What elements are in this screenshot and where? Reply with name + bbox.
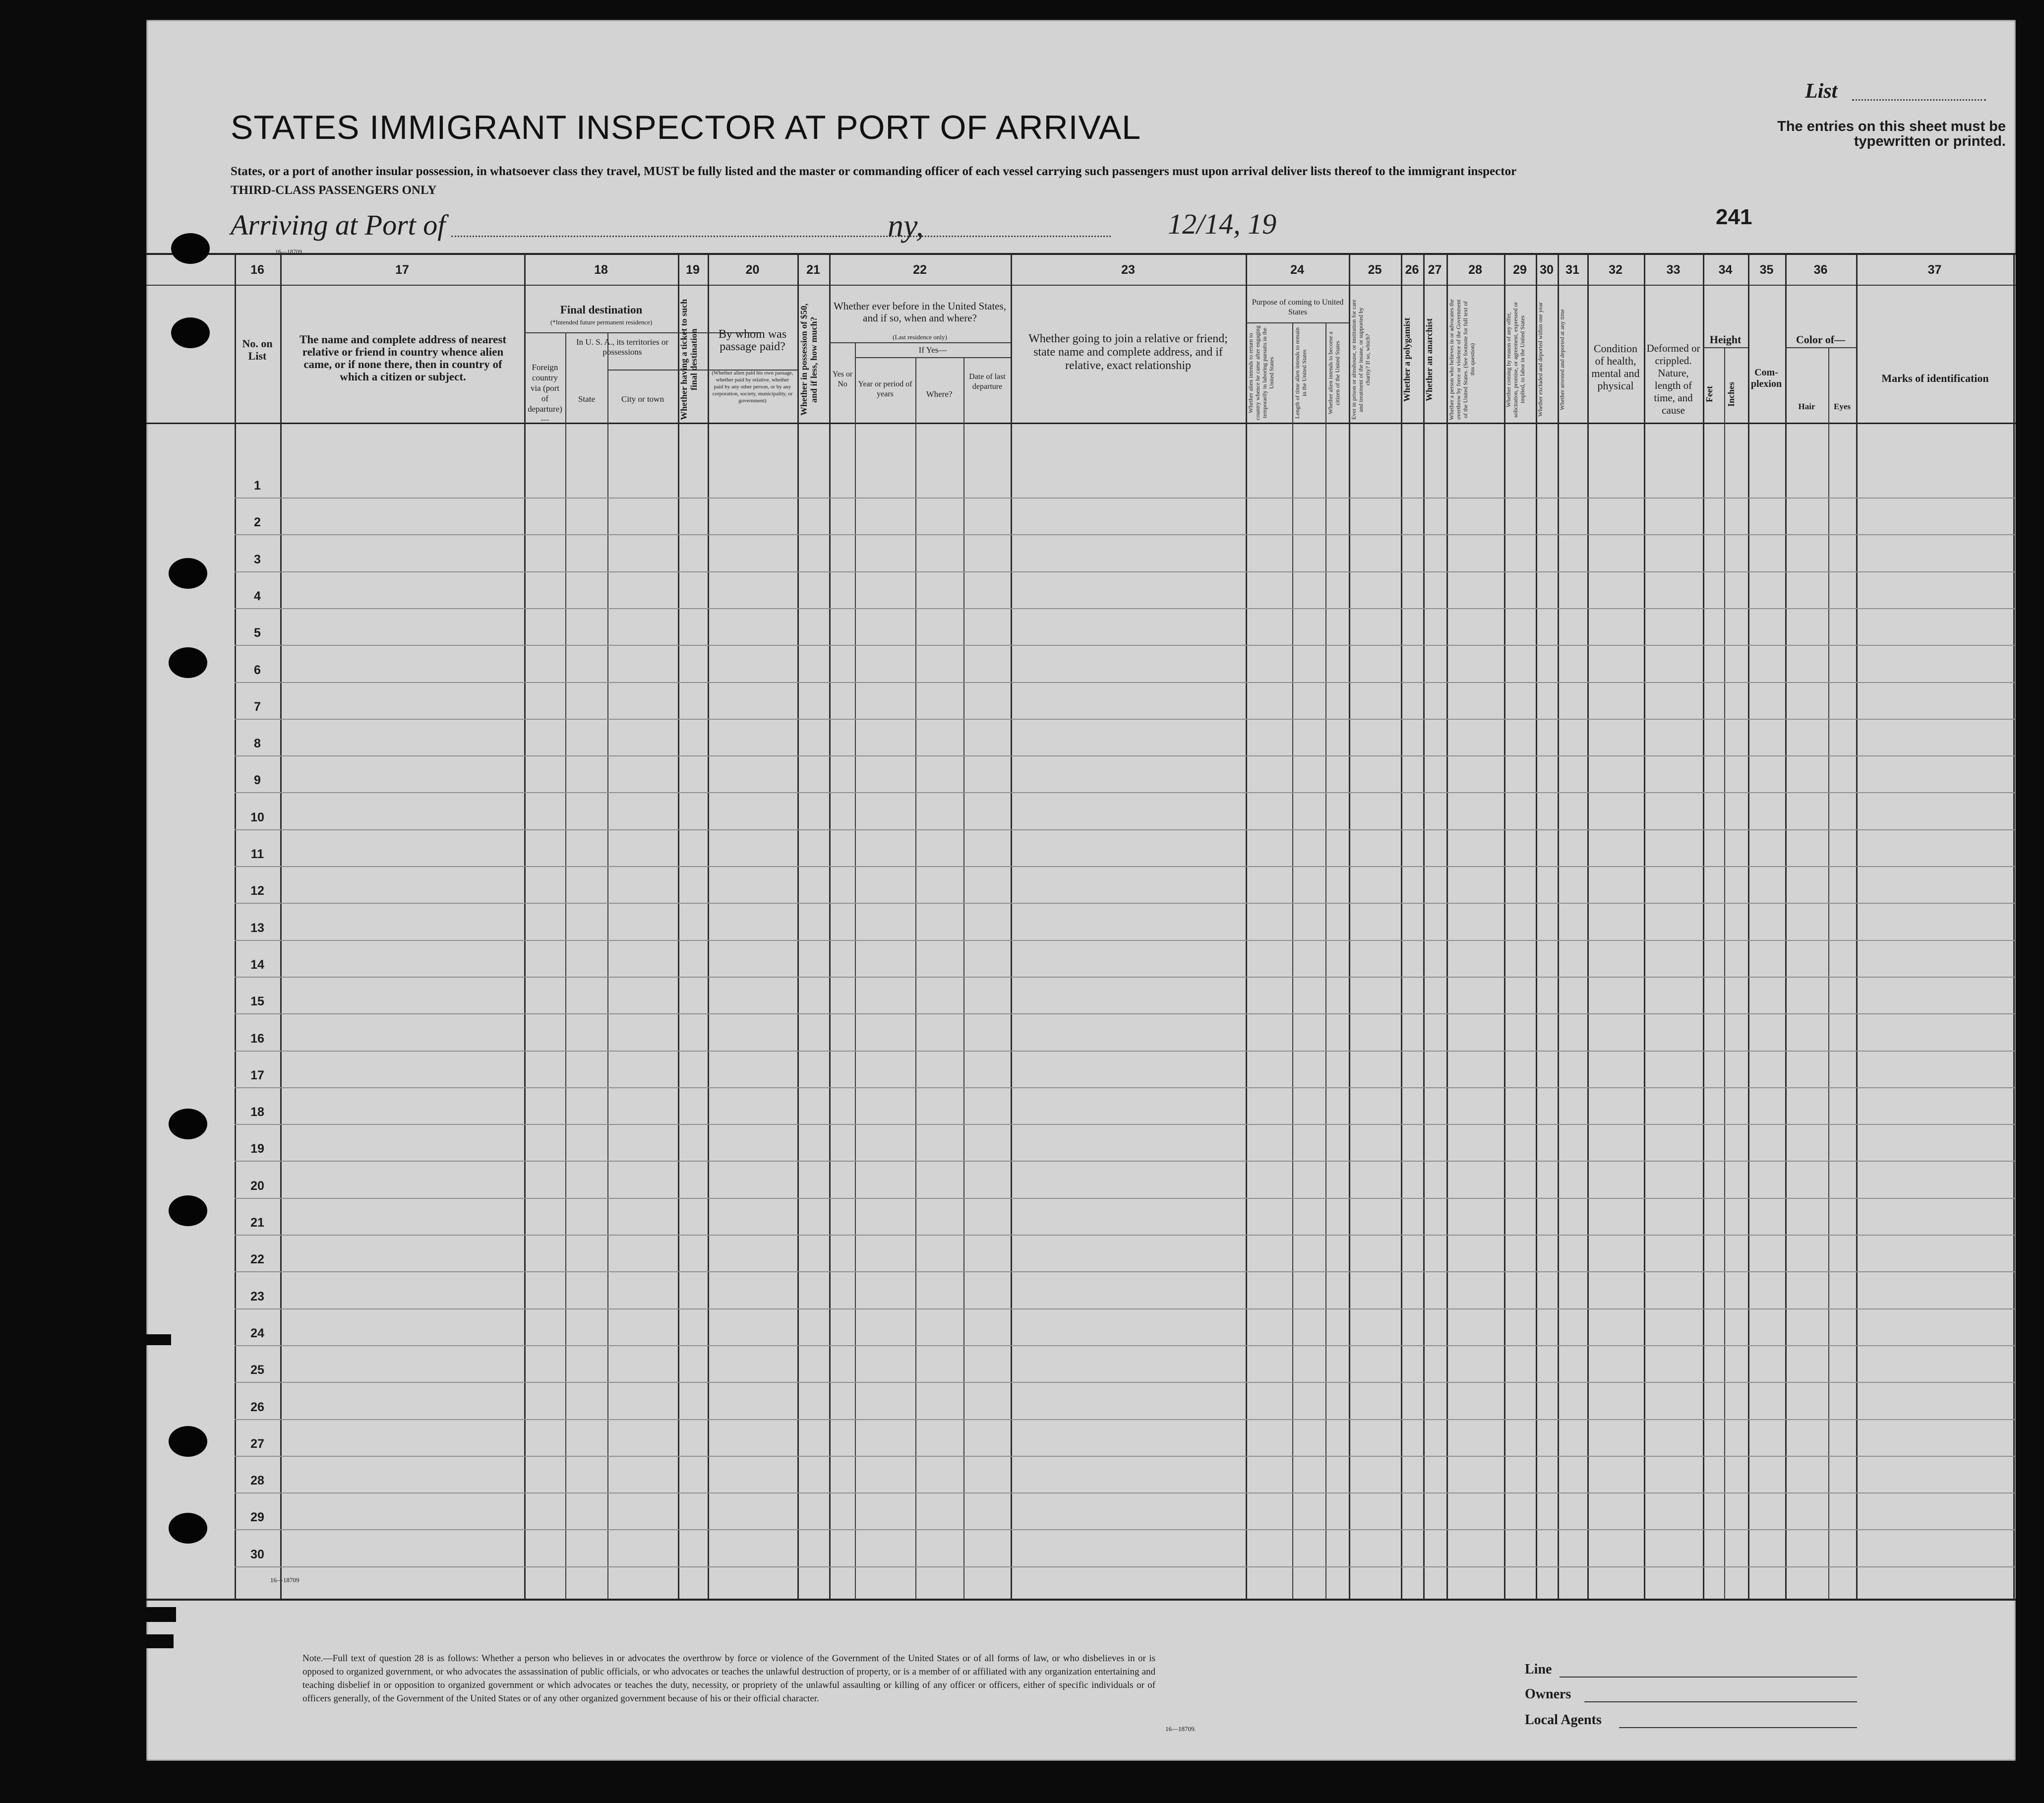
row-number: 3: [254, 552, 261, 566]
table-row: [235, 534, 2016, 535]
header-ticket: Whether having a ticket to such final destination: [679, 299, 699, 421]
row-number: 14: [250, 957, 264, 972]
column-number-rule: [146, 285, 2016, 286]
header-ever-before: Whether ever before in the United States, and if so, when and where?: [833, 300, 1007, 324]
owners-field[interactable]: [1584, 1701, 1857, 1702]
header-in-usa: In U. S. A., its territories or possessions: [576, 337, 669, 357]
col-divider: [280, 254, 282, 1599]
header-city: City or town: [621, 394, 664, 404]
row-number: 4: [254, 589, 261, 603]
page-subtitle: States, or a port of another insular possession, in whatsoever class they travel, MUST be fully listed and the master or commanding officer of each vessel carrying such passengers must upon arrival deliver lists thereof to the immigrant inspector: [231, 165, 1517, 178]
col-num-21: 21: [806, 263, 820, 277]
col-divider: [1446, 254, 1448, 1599]
manifest-sheet: [146, 20, 2016, 1761]
row-number: 6: [254, 663, 261, 677]
col-divider: [1349, 254, 1350, 1599]
header-deformed: Deformed or crippled. Nature, length of time, and cause: [1646, 342, 1700, 416]
col-num-18: 18: [594, 263, 608, 277]
clip-mark: [146, 1634, 174, 1648]
row-number: 16: [250, 1031, 264, 1046]
table-row: [235, 1382, 2016, 1383]
row-number: 20: [250, 1179, 264, 1193]
list-label: List: [1805, 80, 1838, 103]
header-purpose-length: Length of time alien intends to remain in the United States: [1294, 327, 1308, 419]
owners-label: Owners: [1525, 1686, 1571, 1702]
header-date-departure: Date of last departure: [969, 373, 1006, 391]
col-num-32: 32: [1609, 263, 1623, 277]
binder-hole: [169, 558, 207, 589]
header-if-yes: If Yes—: [918, 345, 947, 355]
port-label: Arriving at Port of: [231, 209, 446, 241]
page-title: STATES IMMIGRANT INSPECTOR AT PORT OF ARRIVAL: [231, 109, 1142, 146]
row-number: 30: [250, 1547, 264, 1561]
row-number: 21: [250, 1216, 264, 1230]
header-health: Condition of health, mental and physical: [1591, 342, 1640, 392]
row-number: 12: [250, 884, 264, 898]
header-yes-no: Yes or No: [832, 370, 853, 388]
table-row: [235, 1161, 2016, 1162]
port-rule: [451, 236, 1111, 237]
col-divider: [1246, 254, 1247, 1599]
col-divider: [678, 254, 679, 1599]
table-row: [235, 571, 2016, 572]
table-row: [235, 903, 2016, 904]
date-handwritten: 12/14, 19: [1168, 208, 1277, 240]
col-divider: [1856, 254, 1858, 1599]
col-divider: [1644, 254, 1645, 1599]
row-number: 25: [250, 1363, 264, 1377]
header-final-destination-note: (*Intended future permanent residence): [550, 318, 653, 326]
header-deported: Whether arrested and deported at any time: [1559, 309, 1565, 410]
col-num-35: 35: [1759, 263, 1774, 277]
col-num-20: 20: [745, 263, 760, 277]
header-polygamist: Whether a polygamist: [1402, 317, 1412, 402]
col-divider: [524, 254, 526, 1599]
binder-hole: [169, 1109, 207, 1139]
row-number: 18: [250, 1105, 264, 1119]
col-divider: [1536, 254, 1537, 1599]
row-number: 11: [250, 847, 264, 861]
col-num-29: 29: [1513, 263, 1527, 277]
table-row: [235, 940, 2016, 941]
col-num-26: 26: [1405, 263, 1419, 277]
table-row: [235, 1492, 2016, 1493]
footnote-question-28: Note.—Full text of question 28 is as follows: Whether a person who believes in or advocates the overthrow by force or violence of the Government of the United States or of all forms of law, or who disbelieves in or is opposed to organized government, or who advocates the assassination of public officials, or who advocates or teaches the unlawful destruction of property, or is a member of or affiliated with any organization entertaining and teaching disbelief in or opposition to organized government or which advocates or teaches the duty, necessity, or propriety of the unlawful assaulting or killing of any officer or officers, either of specific individuals or of officers generally, of the Government of the United States or of any other organized government because of his or their official character.: [302, 1653, 1155, 1704]
col-divider: [1558, 254, 1559, 1599]
col-num-16: 16: [250, 263, 264, 277]
port-handwritten: ny,: [888, 208, 924, 243]
header-prison: Ever in prison or almshouse, or institution for care and treatment of the insane, or supported by charity? If so, which?: [1350, 299, 1371, 420]
subcol-divider: [1325, 322, 1326, 1599]
table-row: [235, 1456, 2016, 1457]
col-num-27: 27: [1428, 263, 1442, 277]
col-num-33: 33: [1666, 263, 1681, 277]
binder-hole: [171, 233, 210, 264]
header-complexion: Com-plexion: [1750, 367, 1782, 389]
header-nearest-relative: The name and complete address of nearest relative or friend in country whence alien came, or if none there, then in country of which a citizen or subject.: [300, 333, 506, 383]
row-number: 24: [250, 1326, 264, 1340]
local-agents-label: Local Agents: [1525, 1712, 1602, 1728]
header-last-residence: (Last residence only): [893, 333, 947, 341]
header-purpose-return: Whether alien intends to return to country whence he came after engaging temporarily in laboring pursuits in the United States: [1247, 325, 1275, 421]
col-divider: [1748, 254, 1749, 1599]
col-num-19: 19: [686, 263, 700, 277]
table-row: [235, 755, 2016, 756]
row-number: 19: [250, 1142, 264, 1156]
form-tag: 16—18709.: [275, 248, 303, 255]
clip-mark: [146, 1607, 176, 1622]
header-purpose: Purpose of coming to United States: [1252, 298, 1344, 316]
row-number: 13: [250, 921, 264, 935]
row-number: 2: [254, 515, 261, 530]
col-num-30: 30: [1540, 263, 1554, 277]
table-row: [235, 1051, 2016, 1052]
col-divider: [829, 254, 831, 1599]
row-number: 28: [250, 1474, 264, 1488]
subcol-divider: [855, 342, 856, 1599]
table-row: [235, 1235, 2016, 1236]
header-question-28: Whether a person who believes in or advocates the overthrow by force or violence of the Government of the United States. (See footnote for full text of this question): [1448, 299, 1476, 420]
local-agents-field[interactable]: [1619, 1727, 1857, 1728]
subcol-divider: [915, 357, 916, 1599]
subhdr-rule: [1785, 347, 1856, 348]
table-row: [235, 719, 2016, 720]
table-row: [235, 1198, 2016, 1199]
row-number: 22: [250, 1252, 264, 1267]
col-divider: [797, 254, 799, 1599]
row-number: 8: [254, 737, 261, 751]
table-row: [235, 1271, 2016, 1272]
col-num-17: 17: [395, 263, 409, 277]
table-row: [235, 1345, 2016, 1346]
binder-hole: [169, 1426, 207, 1457]
row-number: 29: [250, 1510, 264, 1525]
subhdr-rule: [1246, 322, 1349, 323]
header-inches: Inches: [1726, 382, 1736, 407]
clip-mark: [146, 1334, 171, 1345]
col-num-22: 22: [913, 263, 927, 277]
col-divider: [1703, 254, 1704, 1599]
sheet-number: 241: [1716, 205, 1752, 229]
table-row: [235, 1308, 2016, 1309]
row-number: 9: [254, 773, 261, 788]
passenger-class-line: THIRD-CLASS PASSENGERS ONLY: [231, 184, 437, 197]
header-foreign-country: Foreign country via (port of departure)—: [528, 363, 562, 424]
col-num-31: 31: [1565, 263, 1579, 277]
row-number: 17: [250, 1068, 264, 1082]
binder-hole: [169, 1513, 207, 1544]
subhdr-rule: [855, 357, 1011, 358]
binder-hole: [169, 1195, 207, 1226]
header-feet: Feet: [1704, 386, 1714, 403]
subcol-divider: [1292, 322, 1293, 1599]
header-year-period: Year or period of years: [858, 380, 912, 398]
header-where: Where?: [926, 389, 953, 399]
binder-hole: [169, 647, 207, 678]
header-marks-identification: Marks of identification: [1881, 372, 1989, 384]
col-divider: [708, 254, 709, 1599]
row-number: 26: [250, 1400, 264, 1414]
table-top-border: [146, 253, 2016, 255]
table-row: [235, 645, 2016, 646]
header-final-destination: Final destination: [560, 304, 643, 316]
line-label: Line: [1525, 1662, 1552, 1677]
table-row: [235, 1566, 2016, 1567]
table-row: [235, 608, 2016, 609]
header-anarchist: Whether an anarchist: [1424, 318, 1434, 401]
row-number: 27: [250, 1436, 264, 1451]
row-number: 7: [254, 699, 261, 714]
col-divider: [1785, 254, 1787, 1599]
col-num-24: 24: [1290, 263, 1304, 277]
subcol-divider: [963, 357, 964, 1599]
col-num-28: 28: [1468, 263, 1482, 277]
header-no-on-list: No. on List: [242, 337, 273, 362]
line-field[interactable]: [1560, 1677, 1857, 1678]
header-purpose-citizen: Whether alien intends to become a citizen of the United States: [1327, 331, 1341, 415]
header-state: State: [578, 394, 595, 404]
row-number: 5: [254, 626, 261, 640]
table-bottom-border: [146, 1599, 2016, 1601]
header-join-relative: Whether going to join a relative or friend; state name and complete address, and if relative, exact relationship: [1028, 332, 1228, 372]
header-passage-paid-note: (Whether alien paid his own passage, whether paid by relative, whether paid by any other person, or by any corporation, society, municipality, or government): [712, 370, 793, 404]
header-passage-paid: By whom was passage paid?: [718, 328, 787, 353]
header-eyes: Eyes: [1834, 402, 1851, 411]
table-row: [235, 1529, 2016, 1530]
table-row: [235, 977, 2016, 978]
list-number-rule: [1852, 99, 1986, 101]
table-row: [235, 829, 2016, 830]
row-number: 1: [254, 479, 261, 493]
form-number-footer: 16—18709.: [1165, 1725, 1196, 1733]
header-labor-offer: Whether coming by reason of any offer, solicitation, promise, or agreement, expressed or implied, to labor in the United States: [1505, 302, 1526, 418]
header-fifty-dollars: Whether in possession of $50, and if less, how much?: [799, 303, 819, 416]
table-row: [235, 682, 2016, 683]
header-hair: Hair: [1798, 402, 1815, 411]
row-number: 15: [250, 995, 264, 1009]
table-row: [235, 866, 2016, 867]
table-row: [235, 1013, 2016, 1014]
binder-hole: [171, 317, 210, 348]
row-number: 23: [250, 1289, 264, 1304]
col-num-25: 25: [1368, 263, 1382, 277]
col-num-37: 37: [1927, 263, 1942, 277]
subhdr-rule: [829, 342, 1011, 343]
table-row: [235, 1419, 2016, 1420]
col-num-34: 34: [1718, 263, 1733, 277]
table-row: [235, 1124, 2016, 1125]
header-excluded: Whether excluded and deported within one year: [1537, 302, 1544, 417]
col-divider: [1587, 254, 1589, 1599]
table-row: [235, 1087, 2016, 1088]
row-number: 10: [250, 810, 264, 824]
table-row: [235, 792, 2016, 793]
table-row: [235, 497, 2016, 498]
header-bottom-border: [146, 423, 2016, 424]
col-divider: [2013, 254, 2015, 1599]
subcol-divider: [565, 332, 566, 1599]
col-divider: [1401, 254, 1402, 1599]
col-divider: [1504, 254, 1505, 1599]
form-number: 16—18709: [270, 1576, 300, 1584]
subcol-divider: [607, 332, 608, 1599]
header-height: Height: [1709, 333, 1742, 346]
col-num-23: 23: [1121, 263, 1135, 277]
col-divider: [1011, 254, 1012, 1599]
subhdr-rule: [1703, 347, 1748, 348]
col-num-36: 36: [1813, 263, 1828, 277]
typewriter-note: The entries on this sheet must be typewritten or printed.: [1777, 119, 2006, 149]
col-divider: [1423, 254, 1425, 1599]
header-color-of: Color of—: [1796, 333, 1846, 346]
